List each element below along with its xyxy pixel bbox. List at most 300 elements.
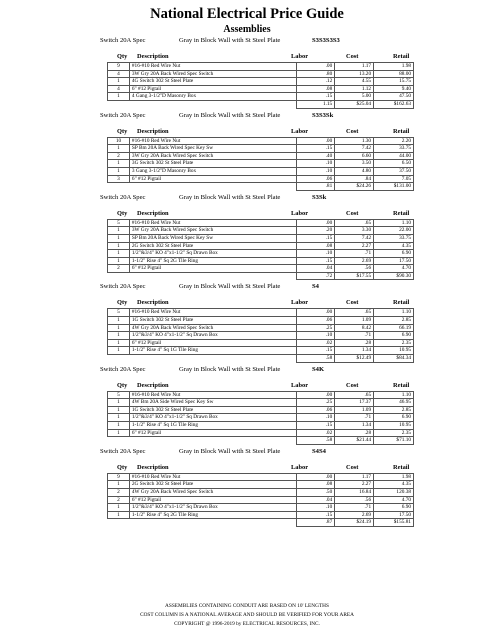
- assembly-spec: Switch 20A Spec: [100, 193, 146, 201]
- assembly-spec: Switch 20A Spec: [100, 37, 146, 44]
- cell-cost: 2.69: [335, 511, 374, 519]
- cell-retail: 4.70: [374, 265, 414, 273]
- cell-description: #16-#10 Red Wire Nut: [129, 219, 297, 227]
- assembly-header: [0, 280, 494, 292]
- cell-description: 6" #12 Pigtail: [129, 85, 296, 93]
- cell-qty: 1: [108, 406, 130, 414]
- cell-labor: .00: [297, 63, 335, 71]
- cell-labor: .10: [297, 167, 335, 175]
- column-header-labor: Labor: [291, 53, 309, 60]
- cell-description: 1/2"&3/4" KO 4"x1-1/2" Sq Drawn Box: [129, 250, 297, 258]
- cell-cost: 8.42: [335, 324, 374, 332]
- table-row: [108, 152, 414, 160]
- cell-labor: .25: [297, 399, 335, 407]
- cell-labor: .50: [297, 488, 335, 496]
- cell-retail: 47.50: [374, 93, 414, 101]
- cell-qty: 1: [108, 481, 130, 489]
- assembly-section: [0, 280, 494, 362]
- column-header-qty: Qty: [117, 209, 128, 217]
- table-row: [108, 219, 414, 227]
- assembly-section: [0, 34, 494, 109]
- cell-labor: .04: [297, 496, 335, 504]
- cell-retail: 46.95: [374, 399, 414, 407]
- cell-qty: 2: [108, 488, 130, 496]
- cell-cost: .65: [335, 219, 374, 227]
- table-row: [108, 257, 414, 265]
- table-row: [108, 429, 414, 437]
- total-labor: .58: [297, 355, 335, 363]
- table-row: [108, 422, 414, 430]
- total-labor: .58: [297, 437, 335, 445]
- cell-qty: 5: [108, 219, 130, 227]
- cell-retail: 4.35: [374, 242, 414, 250]
- column-header-retail: Retail: [393, 299, 410, 307]
- total-cost: $17.55: [335, 272, 374, 280]
- table-row: [108, 511, 414, 519]
- cell-retail: 17.50: [374, 511, 414, 519]
- table-row: [108, 242, 414, 250]
- cell-qty: 5: [108, 391, 130, 399]
- footer-copyright: COPYRIGHT @ 1996-2019 by ELECTRICAL RESOURCES, INC.: [174, 621, 320, 627]
- cell-cost: 1.09: [335, 406, 374, 414]
- footer-note-conduit: ASSEMBLIES CONTAINING CONDUIT ARE BASED ON 10' LENGTHS: [165, 603, 329, 609]
- assembly-description: Gray in Block Wall with St Steel Plate: [179, 111, 281, 119]
- column-header-labor: Labor: [291, 127, 309, 135]
- cell-cost: .84: [335, 175, 374, 183]
- cell-retail: 44.00: [374, 152, 414, 160]
- cell-cost: .56: [335, 265, 374, 273]
- cell-retail: 6.90: [374, 250, 414, 258]
- cell-cost: 7.42: [335, 234, 374, 242]
- cell-labor: .15: [297, 511, 335, 519]
- cell-qty: 5: [108, 309, 130, 317]
- table-row: [108, 145, 414, 153]
- cell-qty: 9: [108, 473, 130, 481]
- cell-retail: 10.95: [374, 347, 414, 355]
- cell-cost: 3.50: [335, 160, 374, 168]
- total-cost: $21.44: [335, 437, 374, 445]
- cell-qty: 1: [108, 511, 130, 519]
- column-header-cost: Cost: [346, 299, 359, 307]
- cell-labor: .10: [297, 332, 335, 340]
- cell-retail: 10.95: [374, 422, 414, 430]
- cell-description: 1/2"&3/4" KO 4"x1-1/2" Sq Drawn Box: [129, 414, 297, 422]
- table-row: [108, 504, 414, 512]
- cell-cost: 6.60: [335, 152, 374, 160]
- column-header-row: [0, 381, 494, 391]
- cell-description: 1-1/2" Rise 4" Sq 2G Tile Ring: [129, 257, 297, 265]
- total-row: [108, 437, 414, 445]
- table-row: [108, 227, 414, 235]
- table-row: [108, 250, 414, 258]
- cell-labor: .00: [297, 137, 335, 145]
- total-labor: .72: [297, 272, 335, 280]
- cell-retail: 4.35: [374, 481, 414, 489]
- cell-description: 2G Switch 302 St Steel Plate: [129, 481, 297, 489]
- cell-description: 6" #12 Pigtail: [129, 265, 297, 273]
- table-row: [108, 481, 414, 489]
- column-header-qty: Qty: [117, 381, 128, 389]
- cell-cost: 17.37: [335, 399, 374, 407]
- cell-cost: 4.55: [335, 78, 374, 86]
- total-row: [108, 519, 414, 527]
- cell-description: #16-#10 Red Wire Nut: [129, 309, 297, 317]
- assembly-header: [0, 34, 494, 46]
- cell-labor: .10: [297, 504, 335, 512]
- cell-labor: .40: [297, 152, 335, 160]
- cell-description: 6" #12 Pigtail: [129, 175, 296, 183]
- cell-qty: 9: [108, 63, 130, 71]
- table-row: [108, 332, 414, 340]
- cell-description: 4 Gang 3-1/2"D Masonry Box: [129, 93, 296, 101]
- cell-description: 3G Switch 302 St Steel Plate: [129, 160, 296, 168]
- cell-labor: .06: [297, 406, 335, 414]
- cell-cost: 4.80: [335, 167, 374, 175]
- assembly-code: S4: [312, 283, 319, 291]
- total-cost: $25.04: [335, 100, 374, 108]
- assembly-code: S3S3Sk: [312, 111, 334, 119]
- cell-labor: .08: [297, 481, 335, 489]
- assembly-description: Gray in Block Wall with St Steel Plate: [179, 447, 281, 455]
- cell-cost: 5.00: [335, 93, 374, 101]
- cell-retail: 2.85: [374, 317, 414, 325]
- column-header-row: [0, 52, 494, 62]
- cell-retail: 1.10: [374, 309, 414, 317]
- cell-cost: .28: [335, 339, 374, 347]
- table-row: [108, 78, 414, 86]
- total-row: [108, 183, 414, 191]
- cell-qty: 1: [108, 78, 130, 86]
- assembly-items-table: [107, 473, 414, 527]
- cell-retail: 6.90: [374, 414, 414, 422]
- assembly-description: Gray in Block Wall with St Steel Plate: [179, 283, 281, 291]
- page-subtitle: Assemblies: [223, 24, 271, 35]
- table-row: [108, 324, 414, 332]
- cell-retail: 2.35: [374, 339, 414, 347]
- column-header-retail: Retail: [393, 127, 410, 135]
- cell-description: 4W Gry 20A Back Wired Spec Switch: [129, 324, 297, 332]
- assembly-header: [0, 191, 494, 203]
- footer-note-cost: COST COLUMN IS A NATIONAL AVERAGE AND SHOULD BE VERIFIED FOR YOUR AREA: [140, 612, 354, 618]
- cell-qty: 2: [108, 152, 130, 160]
- column-header-labor: Labor: [291, 209, 309, 217]
- cell-description: SP Bm 20A Back Wired Spec Key Sw: [129, 145, 296, 153]
- cell-qty: 1: [108, 93, 130, 101]
- cell-retail: 9.40: [374, 85, 414, 93]
- column-header-description: Description: [137, 463, 169, 471]
- cell-cost: 1.17: [335, 63, 374, 71]
- cell-labor: .02: [297, 429, 335, 437]
- cell-retail: 2.35: [374, 429, 414, 437]
- assembly-items-table: [107, 308, 414, 362]
- cell-qty: 1: [108, 227, 130, 235]
- cell-description: 1G Switch 302 St Steel Plate: [129, 406, 297, 414]
- cell-retail: 2.85: [374, 406, 414, 414]
- cell-qty: 1: [108, 317, 130, 325]
- cell-cost: .71: [335, 504, 374, 512]
- table-row: [108, 496, 414, 504]
- cell-description: #16-#10 Red Wire Nut: [129, 473, 297, 481]
- cell-description: 1-1/2" Rise 4" Sq 2G Tile Ring: [129, 511, 297, 519]
- assembly-code: S3Sk: [312, 193, 327, 201]
- cell-description: #16-#10 Red Wire Nut: [129, 63, 296, 71]
- cell-retail: 6.90: [374, 332, 414, 340]
- table-row: [108, 175, 414, 183]
- total-retail: $84.34: [374, 355, 414, 363]
- table-row: [108, 70, 414, 78]
- total-labor: 1.15: [297, 100, 335, 108]
- cell-qty: 2: [108, 496, 130, 504]
- cell-labor: .06: [297, 175, 335, 183]
- total-retail: $90.30: [374, 272, 414, 280]
- total-retail: $131.00: [374, 183, 414, 191]
- table-row: [108, 234, 414, 242]
- cell-description: 3W Gry 20A Back Wired Spec Switch: [129, 70, 296, 78]
- cell-cost: 16.84: [335, 488, 374, 496]
- cell-cost: .71: [335, 414, 374, 422]
- cell-qty: 1: [108, 399, 130, 407]
- cell-qty: 1: [108, 504, 130, 512]
- table-row: [108, 63, 414, 71]
- column-header-qty: Qty: [117, 299, 128, 307]
- cell-cost: 1.34: [335, 347, 374, 355]
- cell-labor: .15: [297, 93, 335, 101]
- assembly-code: S4S4: [312, 447, 326, 455]
- total-row: [108, 272, 414, 280]
- cell-retail: 6.90: [374, 504, 414, 512]
- cell-retail: 2.20: [374, 137, 414, 145]
- table-row: [108, 85, 414, 93]
- assembly-description: Gray in Block Wall with St Steel Plate: [179, 37, 281, 44]
- column-header-retail: Retail: [393, 53, 410, 60]
- column-header-row: [0, 298, 494, 308]
- cell-labor: .15: [297, 422, 335, 430]
- total-row: [108, 100, 414, 108]
- column-header-cost: Cost: [346, 463, 359, 471]
- cell-labor: .10: [297, 414, 335, 422]
- cell-qty: 4: [108, 70, 130, 78]
- assembly-section: [0, 363, 494, 445]
- table-row: [108, 414, 414, 422]
- cell-cost: .71: [335, 250, 374, 258]
- table-row: [108, 347, 414, 355]
- table-row: [108, 399, 414, 407]
- cell-cost: 13.20: [335, 70, 374, 78]
- cell-labor: .15: [297, 257, 335, 265]
- cell-cost: 1.17: [335, 473, 374, 481]
- total-retail: $71.10: [374, 437, 414, 445]
- assembly-code: S4K: [312, 365, 325, 373]
- column-header-cost: Cost: [346, 127, 359, 135]
- cell-retail: 1.10: [374, 219, 414, 227]
- column-header-labor: Labor: [291, 381, 309, 389]
- cell-qty: 1: [108, 257, 130, 265]
- cell-labor: .08: [297, 85, 335, 93]
- assembly-spec: Switch 20A Spec: [100, 111, 146, 119]
- cell-description: SP Bm 20A Back Wired Spec Key Sw: [129, 234, 297, 242]
- cell-qty: 1: [108, 250, 130, 258]
- table-row: [108, 406, 414, 414]
- assembly-items-table: [107, 391, 414, 445]
- cell-retail: 33.75: [374, 234, 414, 242]
- table-row: [108, 339, 414, 347]
- cell-description: 1G Switch 302 St Steel Plate: [129, 317, 297, 325]
- cell-description: 6" #12 Pigtail: [129, 429, 297, 437]
- assembly-header: [0, 445, 494, 457]
- total-labor: .81: [297, 183, 335, 191]
- cell-qty: 1: [108, 429, 130, 437]
- table-row: [108, 488, 414, 496]
- assembly-spec: Switch 20A Spec: [100, 365, 146, 373]
- column-header-retail: Retail: [393, 381, 410, 389]
- cell-labor: .00: [297, 473, 335, 481]
- table-row: [108, 265, 414, 273]
- column-header-cost: Cost: [346, 209, 359, 217]
- cell-cost: 3.30: [335, 227, 374, 235]
- cell-labor: .15: [297, 347, 335, 355]
- cell-cost: 1.09: [335, 317, 374, 325]
- column-header-description: Description: [137, 127, 169, 135]
- column-header-description: Description: [137, 381, 169, 389]
- assembly-section: [0, 191, 494, 281]
- cell-description: 4W Bm 20A Side Wired Spec Key Sw: [129, 399, 297, 407]
- total-retail: $162.63: [374, 100, 414, 108]
- cell-labor: .08: [297, 242, 335, 250]
- column-header-qty: Qty: [117, 463, 128, 471]
- cell-cost: .65: [335, 391, 374, 399]
- cell-retail: 37.50: [374, 167, 414, 175]
- cell-labor: .10: [297, 250, 335, 258]
- cell-labor: .00: [297, 309, 335, 317]
- column-header-row: [0, 209, 494, 219]
- column-header-description: Description: [137, 209, 169, 217]
- table-row: [108, 317, 414, 325]
- cell-description: #16-#10 Red Wire Nut: [129, 391, 297, 399]
- cell-retail: 33.75: [374, 145, 414, 153]
- cell-qty: 2: [108, 265, 130, 273]
- cell-cost: 2.27: [335, 481, 374, 489]
- cell-cost: 1.34: [335, 422, 374, 430]
- cell-description: 4W Gry 20A Back Wired Spec Switch: [129, 488, 297, 496]
- assembly-code: S3S3S3S3: [312, 37, 340, 44]
- column-header-retail: Retail: [393, 209, 410, 217]
- cell-cost: 7.42: [335, 145, 374, 153]
- cell-labor: .02: [297, 339, 335, 347]
- cell-description: 1/2"&3/4" KO 4"x1-1/2" Sq Drawn Box: [129, 332, 297, 340]
- cell-description: 6" #12 Pigtail: [129, 339, 297, 347]
- cell-qty: 1: [108, 234, 130, 242]
- cell-labor: .15: [297, 234, 335, 242]
- cell-retail: 120.38: [374, 488, 414, 496]
- column-header-cost: Cost: [346, 381, 359, 389]
- cell-qty: 1: [108, 332, 130, 340]
- total-cost: $12.49: [335, 355, 374, 363]
- assembly-description: Gray in Block Wall with St Steel Plate: [179, 365, 281, 373]
- cell-retail: 7.05: [374, 175, 414, 183]
- cell-qty: 1: [108, 339, 130, 347]
- total-labor: .87: [297, 519, 335, 527]
- assembly-header: [0, 363, 494, 375]
- cell-labor: .00: [297, 219, 335, 227]
- column-header-labor: Labor: [291, 463, 309, 471]
- column-header-description: Description: [137, 299, 169, 307]
- assembly-items-table: [107, 219, 414, 281]
- cell-retail: 1.98: [374, 473, 414, 481]
- cell-labor: .06: [297, 317, 335, 325]
- column-header-qty: Qty: [117, 53, 128, 60]
- assemblies-list: [0, 34, 494, 527]
- cell-labor: .04: [297, 265, 335, 273]
- cell-labor: .00: [297, 391, 335, 399]
- page-title: National Electrical Price Guide: [150, 6, 344, 22]
- cell-labor: .15: [297, 145, 335, 153]
- cell-qty: 1: [108, 167, 130, 175]
- assembly-spec: Switch 20A Spec: [100, 283, 146, 291]
- assembly-items-table: [107, 137, 414, 191]
- total-row: [108, 355, 414, 363]
- cell-description: 2G Switch 302 St Steel Plate: [129, 242, 297, 250]
- total-retail: $155.81: [374, 519, 414, 527]
- cell-retail: 1.10: [374, 391, 414, 399]
- cell-labor: .80: [297, 70, 335, 78]
- cell-qty: 1: [108, 145, 130, 153]
- cell-description: 4G Switch 302 St Steel Plate: [129, 78, 296, 86]
- cell-retail: 1.98: [374, 63, 414, 71]
- table-row: [108, 391, 414, 399]
- cell-qty: 1: [108, 422, 130, 430]
- cell-qty: 1: [108, 160, 130, 168]
- cell-retail: 6.50: [374, 160, 414, 168]
- cell-description: #16-#10 Red Wire Nut: [129, 137, 296, 145]
- assembly-items-table: [107, 62, 414, 109]
- cell-description: 3W Gry 20A Back Wired Spec Switch: [129, 227, 297, 235]
- cell-qty: 1: [108, 414, 130, 422]
- cell-retail: 15.75: [374, 78, 414, 86]
- cell-cost: .65: [335, 309, 374, 317]
- cell-qty: 1: [108, 324, 130, 332]
- cell-labor: .25: [297, 324, 335, 332]
- assembly-description: Gray in Block Wall with St Steel Plate: [179, 193, 281, 201]
- total-cost: $24.26: [335, 183, 374, 191]
- cell-description: 3W Gry 20A Back Wired Spec Switch: [129, 152, 296, 160]
- cell-cost: .28: [335, 429, 374, 437]
- cell-qty: 10: [108, 137, 130, 145]
- table-row: [108, 93, 414, 101]
- cell-description: 1-1/2" Rise 4" Sq 1G Tile Ring: [129, 347, 297, 355]
- cell-retail: 22.00: [374, 227, 414, 235]
- column-header-row: [0, 463, 494, 473]
- table-row: [108, 137, 414, 145]
- cell-qty: 3: [108, 175, 130, 183]
- cell-cost: 2.69: [335, 257, 374, 265]
- cell-cost: 1.30: [335, 137, 374, 145]
- cell-labor: .10: [297, 160, 335, 168]
- cell-labor: .20: [297, 227, 335, 235]
- cell-retail: 88.00: [374, 70, 414, 78]
- column-header-labor: Labor: [291, 299, 309, 307]
- cell-retail: 66.19: [374, 324, 414, 332]
- cell-cost: .71: [335, 332, 374, 340]
- cell-cost: 1.12: [335, 85, 374, 93]
- column-header-retail: Retail: [393, 463, 410, 471]
- table-row: [108, 473, 414, 481]
- cell-description: 1-1/2" Rise 4" Sq 1G Tile Ring: [129, 422, 297, 430]
- cell-qty: 1: [108, 347, 130, 355]
- cell-qty: 4: [108, 85, 130, 93]
- table-row: [108, 309, 414, 317]
- assembly-header: [0, 109, 494, 121]
- total-cost: $24.19: [335, 519, 374, 527]
